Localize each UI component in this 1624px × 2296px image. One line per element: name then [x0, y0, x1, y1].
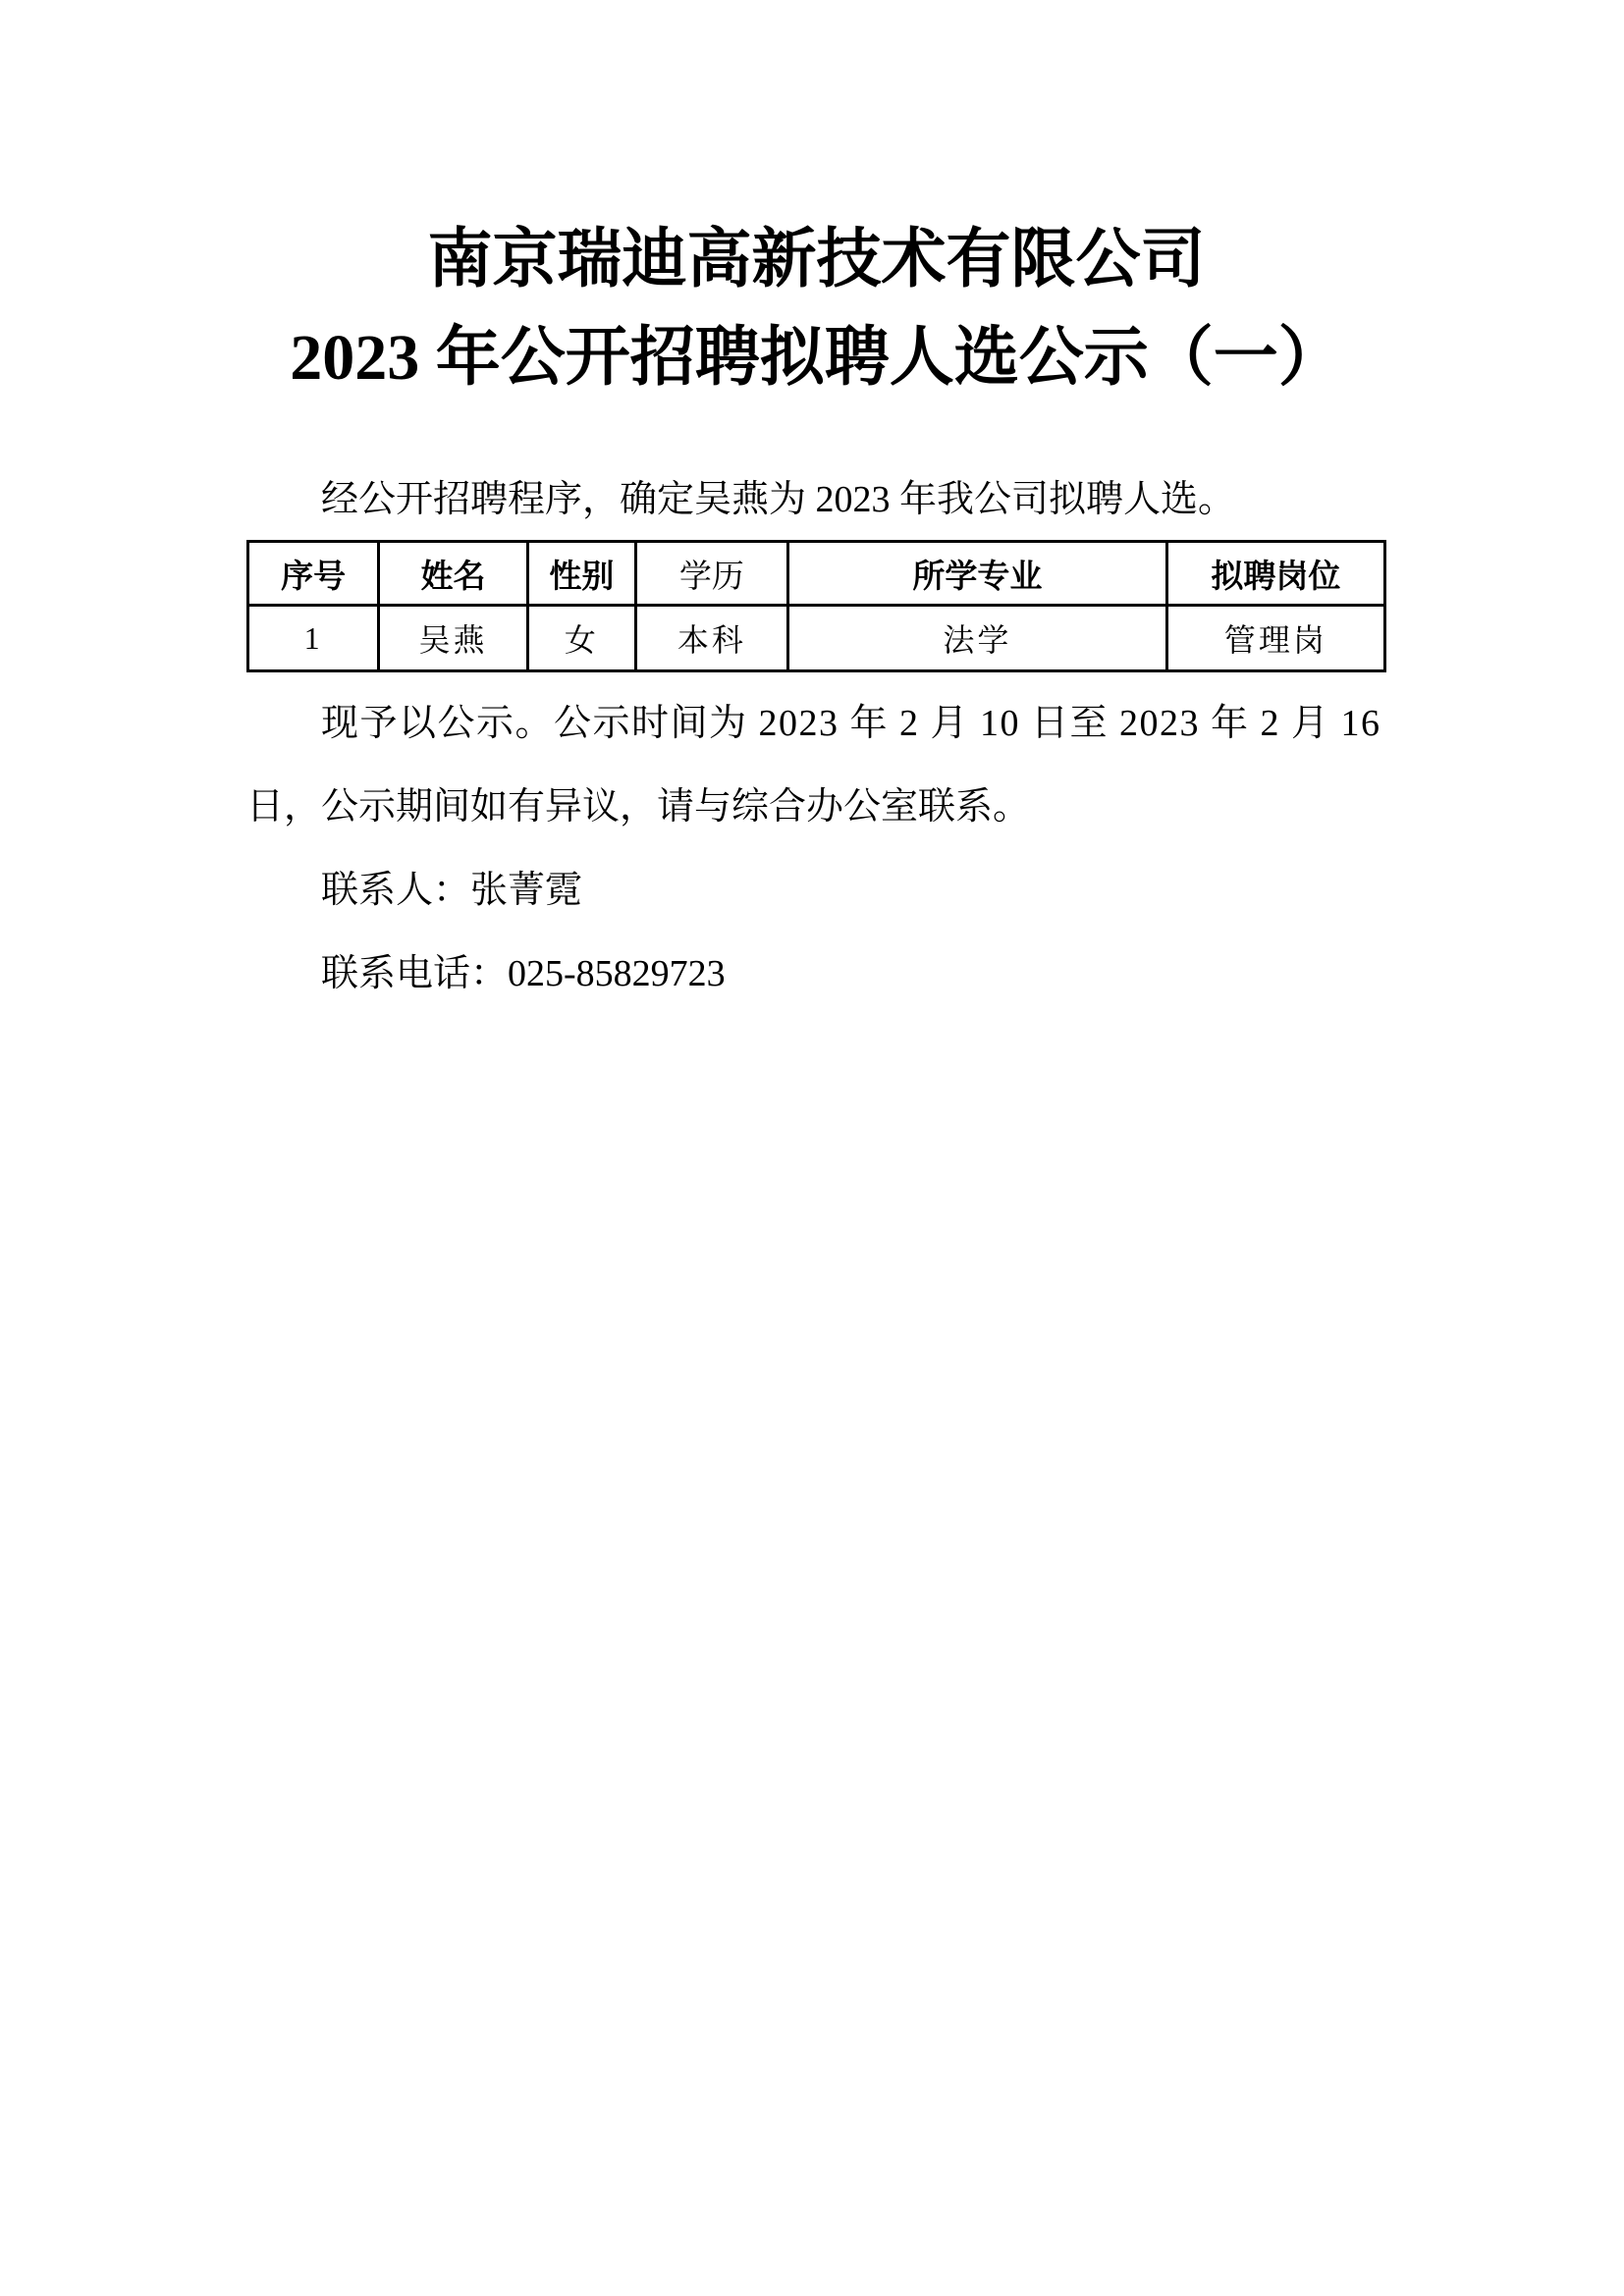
- col-header-index: 序号: [248, 542, 379, 606]
- cell-major: 法学: [788, 606, 1167, 671]
- table-header-row: [248, 542, 1385, 606]
- cell-gender: 女: [527, 606, 635, 671]
- cell-position: 管理岗: [1166, 606, 1384, 671]
- contact-phone-label: 联系电话：: [321, 953, 509, 994]
- col-header-position: 拟聘岗位: [1166, 542, 1384, 606]
- document-title: [246, 0, 1386, 407]
- candidate-table: [246, 540, 1386, 672]
- title-line-subject: 2023 年公开招聘拟聘人选公示（一）: [290, 322, 1343, 394]
- notice-and-contact: [246, 682, 1386, 1016]
- table-row: [248, 606, 1385, 671]
- col-header-major: 所学专业: [788, 542, 1167, 606]
- contact-person-line: [246, 849, 1386, 933]
- contact-person-label: 联系人：: [321, 870, 471, 911]
- col-header-name: 姓名: [379, 542, 528, 606]
- notice-line-1: 现予以公示。公示时间为 2023 年 2 月 10 日至 2023 年 2 月 16: [321, 703, 1381, 744]
- intro-paragraph: 经公开招聘程序，确定吴燕为 2023 年我公司拟聘人选。: [321, 479, 1236, 520]
- title-line-company: 南京瑞迪高新技术有限公司: [427, 224, 1206, 295]
- contact-person-name: 张菁霓: [470, 870, 583, 911]
- cell-name: 吴燕: [379, 606, 528, 671]
- contact-phone-number: 025-85829723: [508, 953, 726, 994]
- cell-education: 本科: [635, 606, 787, 671]
- contact-phone-line: [246, 933, 1386, 1016]
- col-header-gender: 性别: [527, 542, 635, 606]
- cell-index: 1: [248, 606, 379, 671]
- notice-line-2: 日，公示期间如有异议，请与综合办公室联系。: [246, 786, 1031, 828]
- page-content: [246, 0, 1386, 1016]
- col-header-education: 学历: [635, 542, 787, 606]
